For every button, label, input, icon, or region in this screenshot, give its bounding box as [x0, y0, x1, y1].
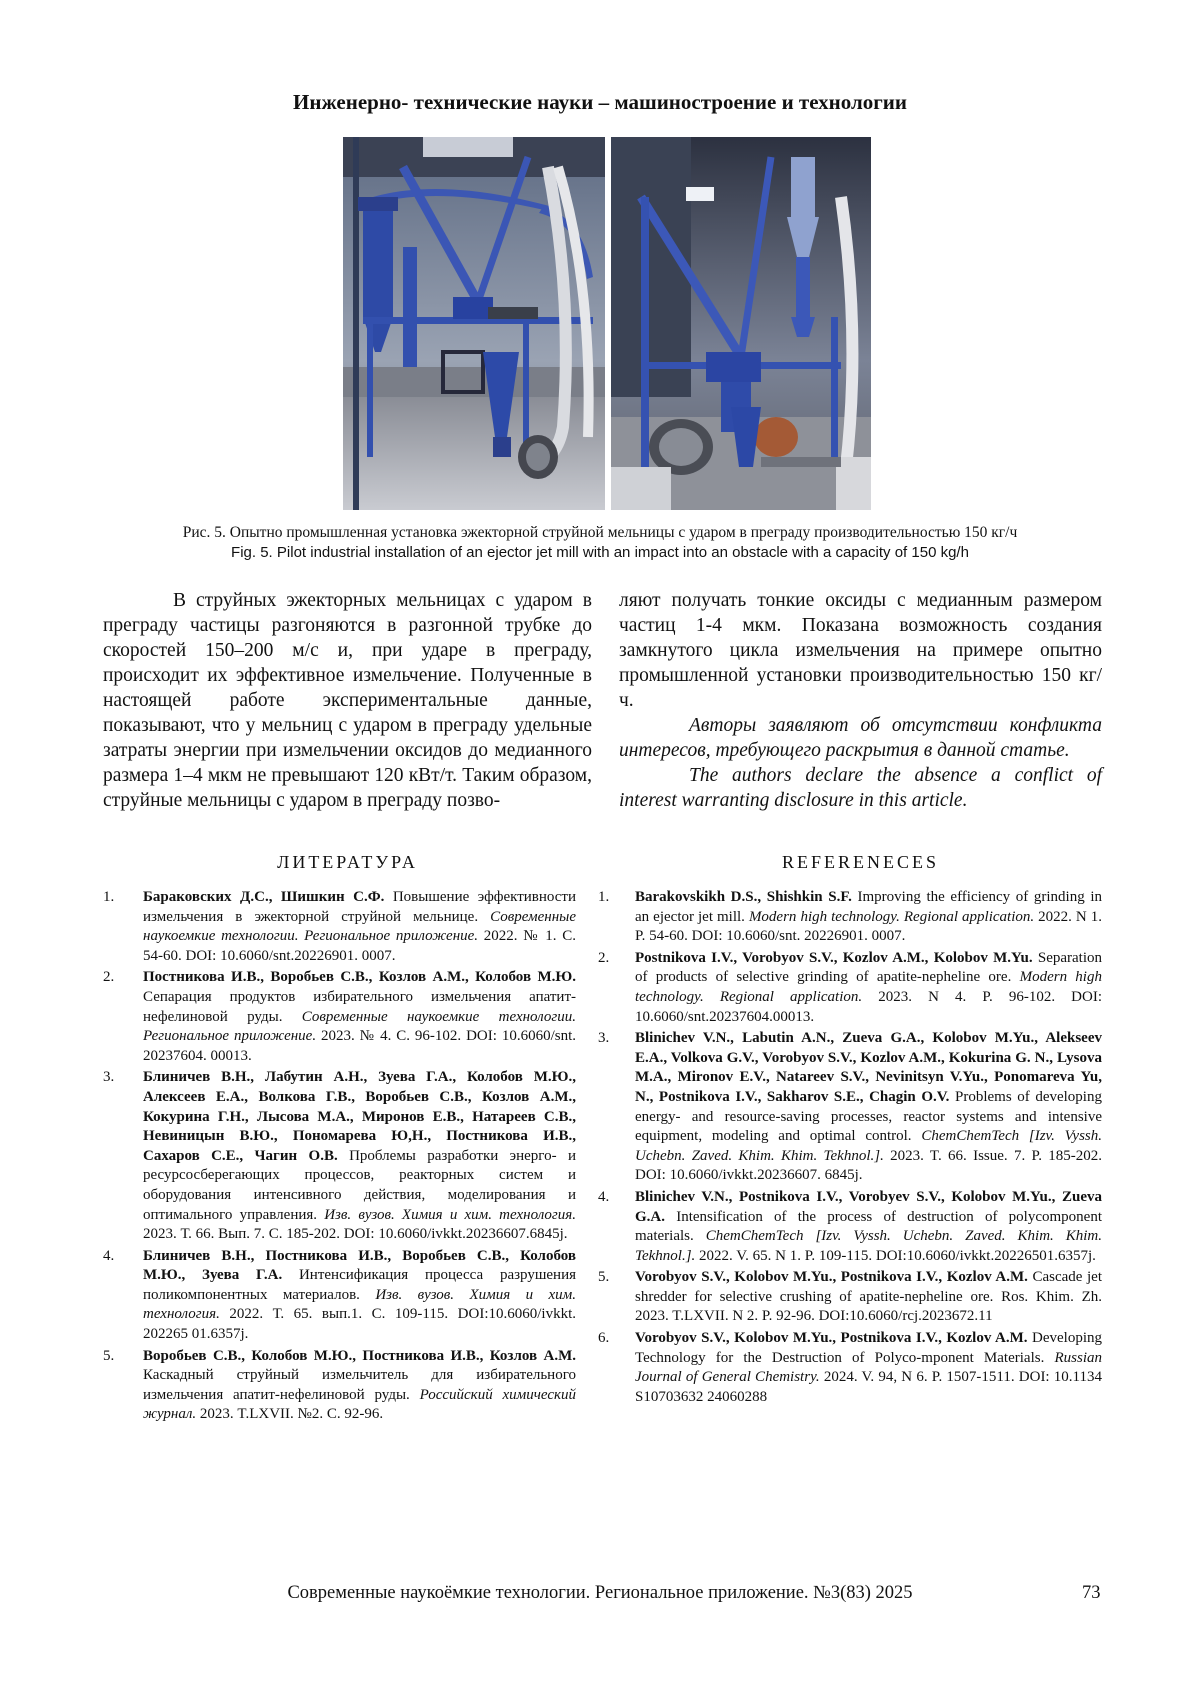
- reference-source: Modern high technology. Regional application.: [635, 969, 1102, 1005]
- reference-title: Intensification of the process of destruction of polycomponent materials.: [635, 1208, 1102, 1245]
- figure-caption-en: Fig. 5. Pilot industrial installation of an ejector jet mill with an impact into an obstacle with a capacity of 150 kg/h: [231, 544, 969, 561]
- conflict-statement-ru: Авторы заявляют об отсутствии конфликта интересов, требующего раскрытия в данной статье.: [619, 715, 1102, 761]
- reference-source: Modern high technology. Regional application.: [748, 908, 1035, 925]
- reference-authors: Blinichev V.N., Labutin A.N., Zueva G.A., Kolobov M.Yu., Alekseev E.A., Volkova G.V., Vorobyov S.V., Kozlov A.M., Kokurina G. N., Lysova M.A., Mironov E.V., Natareev S.V., Nevinitsyn V.Yu., Ponomareva Yu, N., Postnikova I.V., Sakharov S.E., Chagin O.V.: [635, 1030, 1102, 1105]
- body-paragraph-right: ляют получать тонкие оксиды с медианным размером частиц 1-4 мкм. Показана возможность создания замкнутого цикла измельчения на примере опытно промышленной установки производительностью 150 кг/ч.: [619, 590, 1102, 711]
- figure-5: [343, 137, 871, 510]
- reference-number: 5.: [598, 1269, 610, 1286]
- reference-number: 2.: [598, 949, 610, 966]
- reference-number: 2.: [103, 969, 115, 986]
- reference-source: Изв. вузов. Химия и хим. технология.: [324, 1206, 576, 1223]
- reference-number: 4.: [598, 1188, 610, 1205]
- reference-authors: Блиничев В.Н., Постникова И.В., Воробьев С.В., Колобов М.Ю., Зуева Г.А.: [143, 1247, 576, 1284]
- reference-source: ChemChemTech [Izv. Vyssh. Uchebn. Zaved. Khim. Khim. Tekhnol.].: [635, 1228, 1103, 1264]
- reference-title: Каскадный струйный измельчитель для избирательного измельчения апатит-нефелиновой руды.: [143, 1367, 576, 1403]
- references-heading: REFERENECES: [781, 852, 939, 872]
- reference-details: 2022. № 1. С. 54-60. DOI: 10.6060/snt.20226901. 0007.: [143, 928, 576, 964]
- reference-source: Российский химический журнал.: [143, 1386, 576, 1423]
- reference-authors: Воробьев С.В., Колобов М.Ю., Постникова И.В., Козлов А.М.: [143, 1347, 576, 1364]
- figure-caption-ru: Рис. 5. Опытно промышленная установка эжекторной струйной мельницы с ударом в преграду производительностью 150 кг/ч: [182, 524, 1018, 541]
- photo-right: [611, 137, 871, 510]
- reference-item: [598, 1268, 1102, 1327]
- photo-left: [343, 137, 605, 510]
- reference-item: [598, 1329, 1102, 1407]
- conflict-statement-en: The authors declare the absence a conflict of interest warranting disclosure in this article.: [619, 765, 1102, 811]
- reference-title: Problems of developing energy- and resource-saving processes, reactor systems and intensive equipment, modeling and optimal control.: [635, 1088, 1102, 1145]
- reference-authors: Постникова И.В., Воробьев С.В., Козлов А.М., Колобов М.Ю.: [143, 969, 576, 986]
- reference-details: 2024. V. 94, N 6. P. 1507-1511. DOI: 10.1134 S10703632 24060288: [635, 1369, 1102, 1405]
- reference-authors: Blinichev V.N., Postnikova I.V., Vorobyev S.V., Kolobov M.Yu., Zueva G.A.: [635, 1188, 1102, 1225]
- literature-item: [103, 1247, 576, 1345]
- reference-details: 2023. N 4. P. 96-102. DOI: 10.6060/snt.20237604.00013.: [635, 988, 1102, 1025]
- running-head: Инженерно- технические науки – машиностроение и технологии: [293, 90, 907, 114]
- reference-authors: Postnikova I.V., Vorobyov S.V., Kozlov A.M., Kolobov M.Yu.: [635, 949, 1033, 966]
- literature-list: [103, 888, 576, 1427]
- body-paragraph-left: В струйных эжекторных мельницах с ударом в преграду частицы разгоняются в разгонной трубке до скоростей 150–200 м/с и, при ударе в преграду, происходит их эффективное измельчение. Полученные в настоящей работе экспериментальные данные, показывают, что у мельниц с ударом в преграду удельные затраты энергии при измельчении оксидов до медианного размера 1–4 мкм не превышают 120 кВт/т. Таким образом, струйные мельницы с ударом в преграду позво-: [103, 590, 592, 811]
- reference-number: 5.: [103, 1347, 115, 1364]
- reference-source: Современные наукоемкие технологии. Региональное приложение.: [143, 908, 576, 945]
- reference-details: 2023. T. 66. Issue. 7. P. 185-202. DOI: 10.6060/ivkkt.20236607. 6845j.: [635, 1147, 1102, 1184]
- reference-number: 6.: [598, 1330, 610, 1347]
- reference-title: Separation of products of selective grinding of apatite-nepheline ore.: [635, 949, 1102, 986]
- reference-source: Современные наукоемкие технологии. Региональное приложение.: [143, 1008, 576, 1045]
- reference-authors: Бараковских Д.С., Шишкин С.Ф.: [143, 889, 385, 905]
- reference-authors: Vorobyov S.V., Kolobov M.Yu., Postnikova I.V., Kozlov A.M.: [635, 1330, 1028, 1347]
- reference-item: [598, 888, 1102, 947]
- reference-title: Сепарация продуктов избирательного измельчения апатит-нефелиновой руды.: [143, 988, 576, 1025]
- reference-authors: Barakovskikh D.S., Shishkin S.F.: [635, 889, 852, 905]
- literature-heading: ЛИТЕРАТУРА: [277, 852, 418, 872]
- reference-number: 1.: [598, 889, 610, 905]
- reference-title: Cascade jet shredder for selective crushing of apatite-nepheline ore. Ros. Khim. Zh. 2023. T.LXVII. N 2. P. 92-96. DOI:10.6060/rcj.2023672.11: [635, 1269, 1102, 1325]
- literature-item: [103, 1347, 576, 1425]
- reference-title: Developing Technology for the Destruction of Polyco-mponent Materials.: [635, 1330, 1102, 1366]
- reference-title: Improving the efficiency of grinding in an ejector jet mill.: [635, 889, 1102, 925]
- reference-number: 3.: [103, 1069, 115, 1086]
- literature-item: [103, 1068, 576, 1244]
- reference-details: 2022. Т. 65. вып.1. С. 109-115. DOI:10.6060/ivkkt. 202265 01.6357j.: [143, 1306, 576, 1343]
- reference-source: Изв. вузов. Химия и хим. технология.: [143, 1286, 576, 1323]
- ejector-mill-photo-right-drawing: [611, 137, 871, 510]
- footer-journal-title: Современные наукоёмкие технологии. Региональное приложение. №3(83) 2025: [287, 1583, 913, 1603]
- reference-number: 4.: [103, 1247, 115, 1264]
- reference-details: 2023. Т. 66. Вып. 7. С. 185-202. DOI: 10.6060/ivkkt.20236607.6845j.: [143, 1226, 568, 1243]
- reference-source: Russian Journal of General Chemistry.: [635, 1349, 1102, 1386]
- reference-title: Повышение эффективности измельчения в эжекторной струйной мельнице.: [143, 889, 577, 925]
- reference-item: [598, 1029, 1102, 1186]
- reference-title: Интенсификация процесса разрушения поликомпонентных материалов.: [143, 1267, 576, 1303]
- reference-item: [598, 1188, 1102, 1266]
- reference-number: 3.: [598, 1030, 610, 1047]
- reference-details: 2023. № 4. С. 96-102. DOI: 10.6060/snt. 20237604. 00013.: [143, 1028, 577, 1064]
- reference-details: 2023. T.LXVII. №2. С. 92-96.: [196, 1406, 384, 1423]
- reference-details: 2022. V. 65. N 1. P. 109-115. DOI:10.6060/ivkkt.20226501.6357j.: [695, 1247, 1096, 1264]
- literature-item: [103, 888, 576, 966]
- body-column-left: [103, 588, 592, 813]
- reference-details: 2022. N 1. P. 54-60. DOI: 10.6060/snt. 20226901. 0007.: [635, 908, 1103, 945]
- body-column-right: [619, 588, 1102, 813]
- reference-item: [598, 949, 1102, 1027]
- reference-title: Проблемы разработки энерго- и ресурсосберегающих процессов, реакторных систем и оборудования интенсивного действия, моделирования и оптимального управления.: [143, 1147, 576, 1223]
- ejector-mill-photo-left-drawing: [343, 137, 605, 510]
- reference-authors: Vorobyov S.V., Kolobov M.Yu., Postnikova I.V., Kozlov A.M.: [635, 1269, 1028, 1286]
- literature-item: [103, 968, 576, 1066]
- reference-authors: Блиничев В.Н., Лабутин А.Н., Зуева Г.А., Колобов М.Ю., Алексеев Е.А., Волкова Г.В., Воробьев С.В., Козлов А.М., Кокурина Г.Н., Лысова М.А., Миронов Е.В., Натареев С.В., Невиницын В.Ю., Пономарева Ю,Н., Постникова И.В., Сахаров С.Е., Чагин О.В.: [143, 1069, 576, 1164]
- page-number: 73: [1082, 1583, 1101, 1603]
- reference-number: 1.: [103, 889, 115, 905]
- reference-source: ChemChemTech [Izv. Vyssh. Uchebn. Zaved. Khim. Khim. Tekhnol.].: [635, 1128, 1103, 1164]
- references-list: [598, 888, 1102, 1409]
